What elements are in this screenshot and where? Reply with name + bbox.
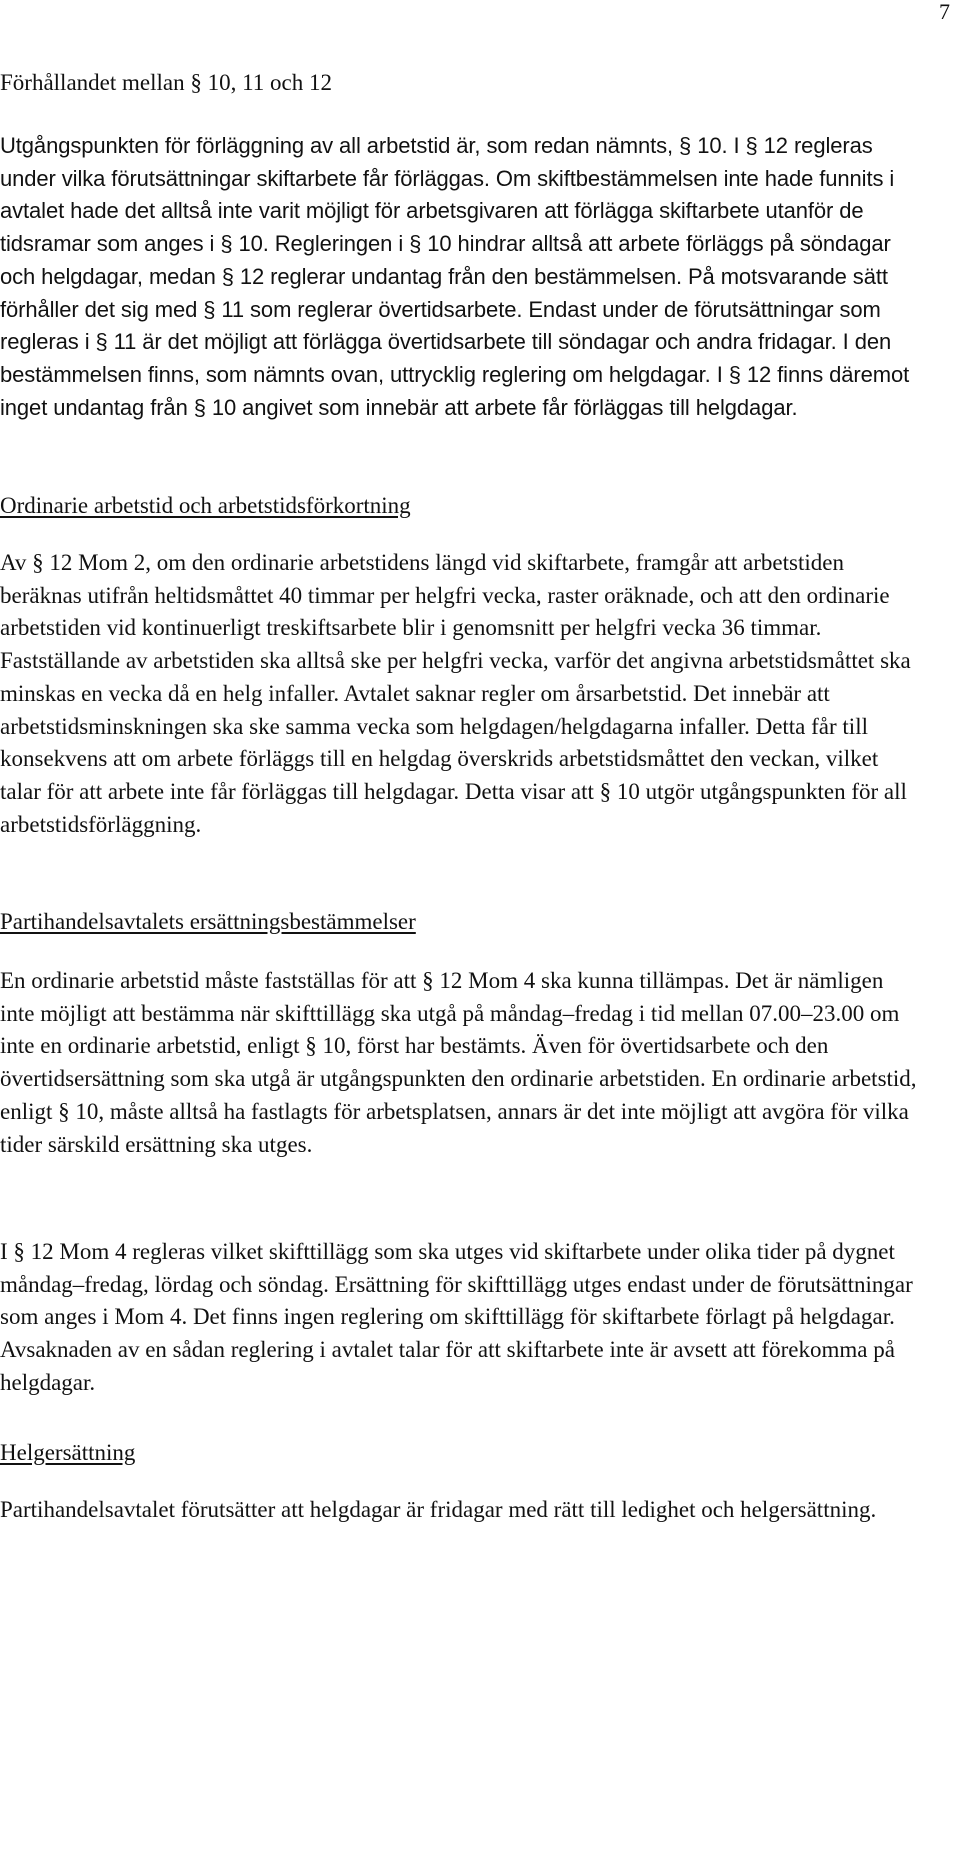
section-heading-1: Förhållandet mellan § 10, 11 och 12 bbox=[0, 70, 332, 95]
section-3-paragraph-2: I § 12 Mom 4 regleras vilket skifttillägg som ska utges vid skiftarbete under olika tider på dygnet måndag–fredag, lördag och söndag. Ersättning för skifttillägg utges endast under de förutsättningar som anges i Mom 4. Det finns ingen reglering om skifttillägg för skiftarbete förlagt på helgdagar. Avsaknaden av en sådan reglering i avtalet talar för att skiftarbete inte är avsett att förekomma på helgdagar. bbox=[0, 1239, 913, 1395]
section-heading-3: Partihandelsavtalets ersättningsbestämmelser bbox=[0, 909, 416, 934]
section-heading-4: Helgersättning bbox=[0, 1440, 136, 1465]
section-heading-2: Ordinarie arbetstid och arbetstidsförkortning bbox=[0, 493, 411, 518]
page-number: 7 bbox=[939, 0, 950, 24]
section-4-paragraph-1: Partihandelsavtalet förutsätter att helgdagar är fridagar med rätt till ledighet och helgersättning. bbox=[0, 1497, 877, 1522]
section-2-paragraph-1: Av § 12 Mom 2, om den ordinarie arbetstidens längd vid skiftarbete, framgår att arbetstiden beräknas utifrån heltidsmåttet 40 timmar per helgfri vecka, raster oräknade, och att den ordinarie arbetstiden vid kontinuerligt treskiftsarbete blir i genomsnitt per helgfri vecka 36 timmar. Fastställande av arbetstiden ska alltså ske per helgfri vecka, varför det angivna arbetstidsmåttet ska minskas en vecka då en helg infaller. Avtalet saknar regler om årsarbetstid. Det innebär att arbetstidsminskningen ska ske samma vecka som helgdagen/helgdagarna infaller. Detta får till konsekvens att om arbete förläggs till en helgdag överskrids arbetstidsmåttet den veckan, vilket talar för att arbete inte får förläggas till helgdagar. Detta visar att § 10 utgör utgångspunkten för all arbetstidsförläggning. bbox=[0, 550, 911, 837]
section-3-paragraph-1: En ordinarie arbetstid måste fastställas för att § 12 Mom 4 ska kunna tillämpas. Det är nämligen inte möjligt att bestämma när skifttillägg ska utgå på måndag–fredag i tid mellan 07.00–23.00 om inte en ordinarie arbetstid, enligt § 10, först har bestämts. Även för övertidsarbete och den övertidsersättning som ska utgå är utgångspunkten den ordinarie arbetstiden. En ordinarie arbetstid, enligt § 10, måste alltså ha fastlagts för arbetsplatsen, annars är det inte möjligt att avgöra för vilka tider särskild ersättning ska utges. bbox=[0, 968, 917, 1157]
section-1-paragraph-1: Utgångspunkten för förläggning av all arbetstid är, som redan nämnts, § 10. I § 12 regleras under vilka förutsättningar skiftarbete får förläggas. Om skiftbestämmelsen inte hade funnits i avtalet hade det alltså inte varit möjligt för arbetsgivaren att förlägga skiftarbete utanför de tidsramar som anges i § 10. Regleringen i § 10 hindrar alltså att arbete förläggs på söndagar och helgdagar, medan § 12 reglerar undantag från den bestämmelsen. På motsvarande sätt förhåller det sig med § 11 som reglerar övertidsarbete. Endast under de förutsättningar som regleras i § 11 är det möjligt att förlägga övertidsarbete till söndagar och andra fridagar. I den bestämmelsen finns, som nämnts ovan, uttrycklig reglering om helgdagar. I § 12 finns däremot inget undantag från § 10 angivet som innebär att arbete får förläggas till helgdagar. bbox=[0, 133, 910, 420]
